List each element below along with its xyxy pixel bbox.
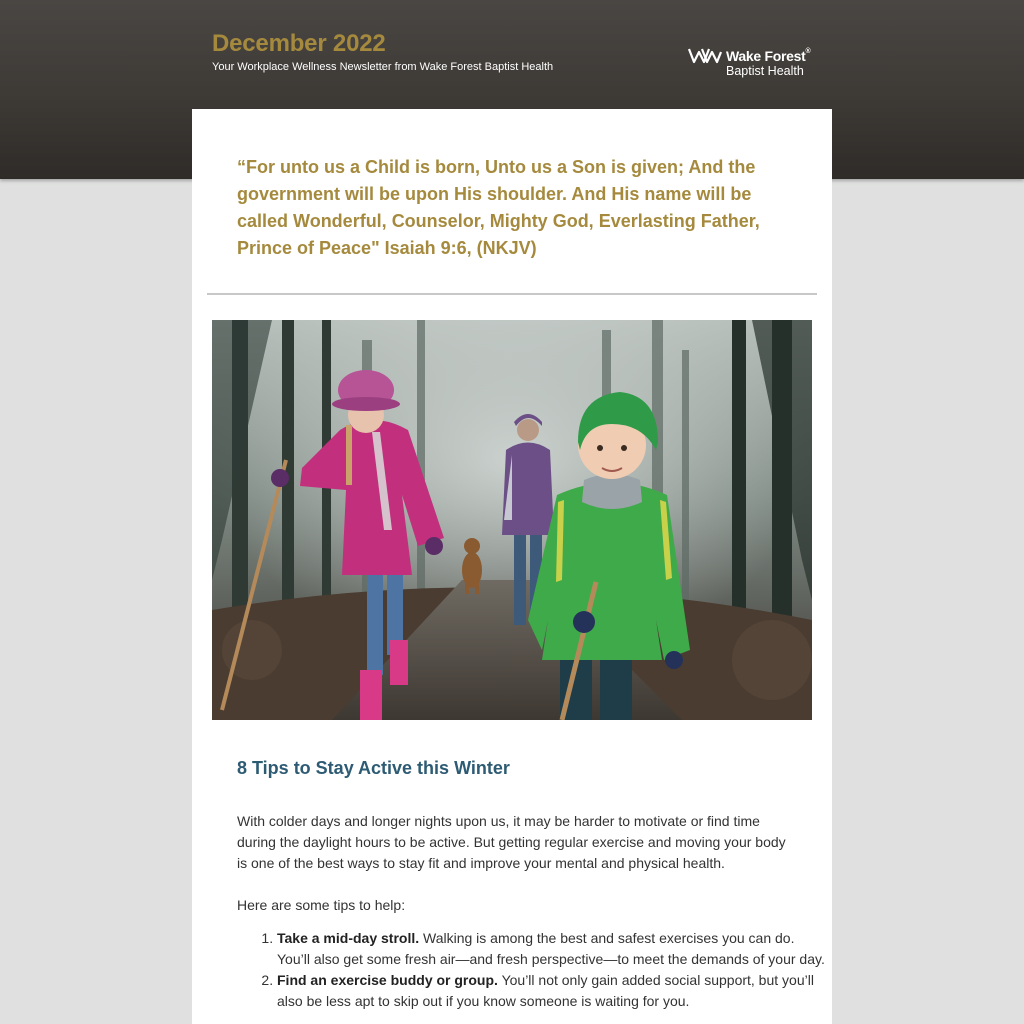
- wake-forest-logo[interactable]: [688, 46, 828, 82]
- family-hiking-illustration: [212, 320, 812, 720]
- list-item: [277, 970, 827, 1012]
- tip-heading: Take a mid-day stroll.: [277, 930, 420, 946]
- section-divider: [207, 293, 817, 295]
- tip-text: You’ll not only gain added social support, but you’ll also be less apt to skip out if you know someone is waiting for you.: [277, 972, 814, 1009]
- brand-subname: Baptist Health: [726, 64, 804, 78]
- wake-forest-logo-icon: [688, 48, 722, 64]
- issue-title: December 2022: [212, 30, 386, 57]
- tip-heading: Find an exercise buddy or group.: [277, 972, 498, 988]
- newsletter-subtitle: Your Workplace Wellness Newsletter from Wake Forest Baptist Health: [212, 61, 554, 73]
- tips-list: [237, 928, 827, 1012]
- tip-text: Walking is among the best and safest exercises you can do. You’ll also get some fresh air—and fresh perspective—to meet the demands of your day.: [277, 930, 825, 967]
- article-title: 8 Tips to Stay Active this Winter: [237, 758, 510, 778]
- article-intro-paragraph: With colder days and longer nights upon us, it may be harder to motivate or find time during the daylight hours to be active. But getting regular exercise and moving your body is one of the best ways to stay fit and improve your mental and physical health.: [237, 813, 786, 871]
- newsletter-content-panel: [192, 109, 832, 1024]
- list-item: [277, 928, 827, 970]
- scripture-quote: “For unto us a Child is born, Unto us a Son is given; And the government will be upon His shoulder. And His name will be called Wonderful, Counselor, Mighty God, Everlasting Father, Prince of Peace" Isaiah 9:6, (NKJV): [237, 157, 760, 258]
- hero-photo: [212, 320, 812, 720]
- tips-intro: Here are some tips to help:: [237, 897, 406, 913]
- brand-name: Wake Forest®: [726, 48, 811, 64]
